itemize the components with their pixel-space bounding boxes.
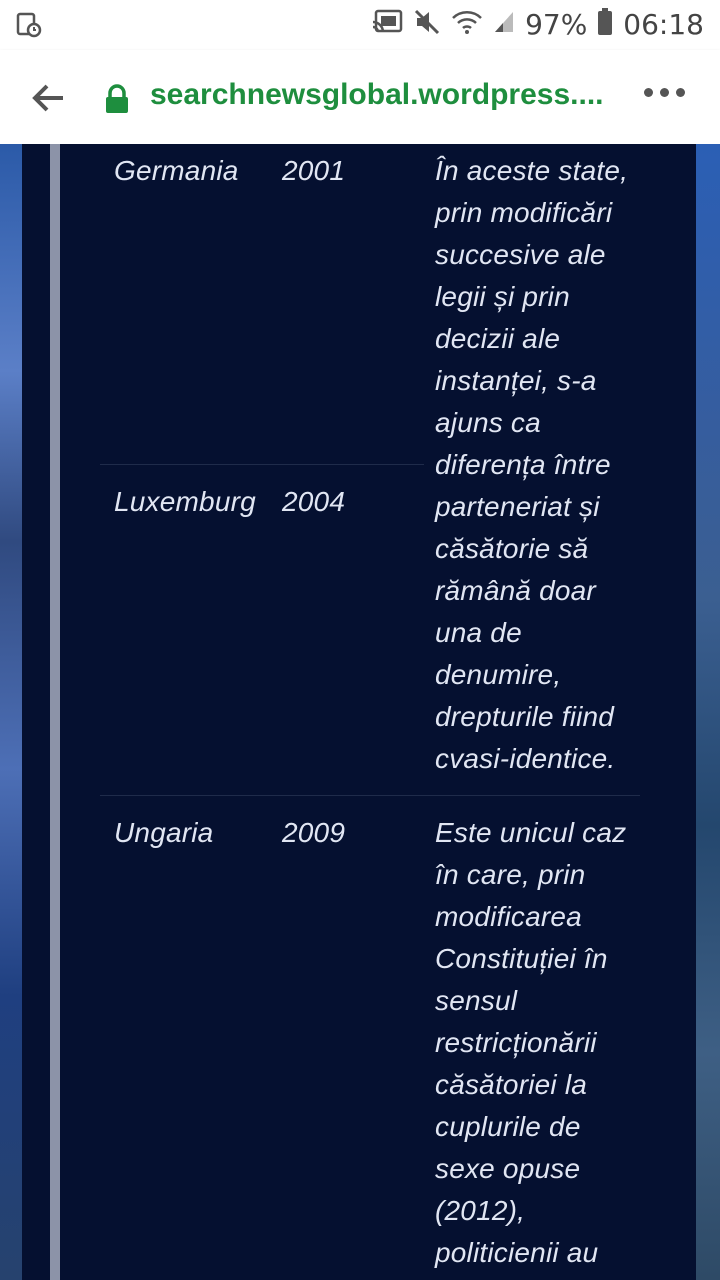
menu-dot-icon [644, 88, 653, 97]
battery-icon [597, 8, 613, 41]
row-divider [100, 464, 424, 465]
cell-year-germania: 2001 [282, 155, 346, 186]
cast-icon [371, 9, 403, 40]
url-field[interactable]: searchnewsglobal.wordpress.... [150, 78, 604, 111]
menu-dot-icon [660, 88, 669, 97]
screen-record-icon [16, 12, 42, 43]
status-bar [0, 0, 720, 50]
row-divider [100, 795, 640, 796]
menu-dot-icon [676, 88, 685, 97]
address-bar [0, 50, 720, 144]
cell-country-luxemburg: Luxemburg [114, 486, 256, 517]
battery-percent: 97% [525, 8, 588, 41]
cell-note-germania-luxemburg: În aceste state, prin modificări succesive ale legii și prin decizii ale instanței, s-a ajuns ca diferența între parteneriat și căsătorie să rămână doar una de denumire, drepturile fiind cvasi-identice. [435, 155, 629, 774]
cell-country-germania: Germania [114, 155, 239, 186]
back-arrow-icon [31, 83, 65, 113]
cell-note-ungaria: Este unicul caz în care, prin modificarea Constituției în sensul restricționării căsătoriei la cuplurile de sexe opuse (2012), politicienii au [435, 817, 627, 1268]
lock-icon [104, 84, 130, 114]
mute-icon [413, 8, 441, 41]
wifi-icon [451, 9, 483, 40]
clock: 06:18 [623, 8, 704, 41]
article-content [22, 144, 696, 1280]
overflow-menu-button[interactable] [644, 88, 685, 97]
cell-year-luxemburg: 2004 [282, 486, 346, 517]
background-image-right [696, 144, 720, 1280]
signal-icon [493, 10, 515, 39]
table-left-border [50, 144, 60, 1280]
background-image-left [0, 144, 22, 1280]
cell-year-ungaria: 2009 [282, 817, 346, 848]
cell-country-ungaria: Ungaria [114, 817, 214, 848]
back-button[interactable] [28, 78, 68, 118]
